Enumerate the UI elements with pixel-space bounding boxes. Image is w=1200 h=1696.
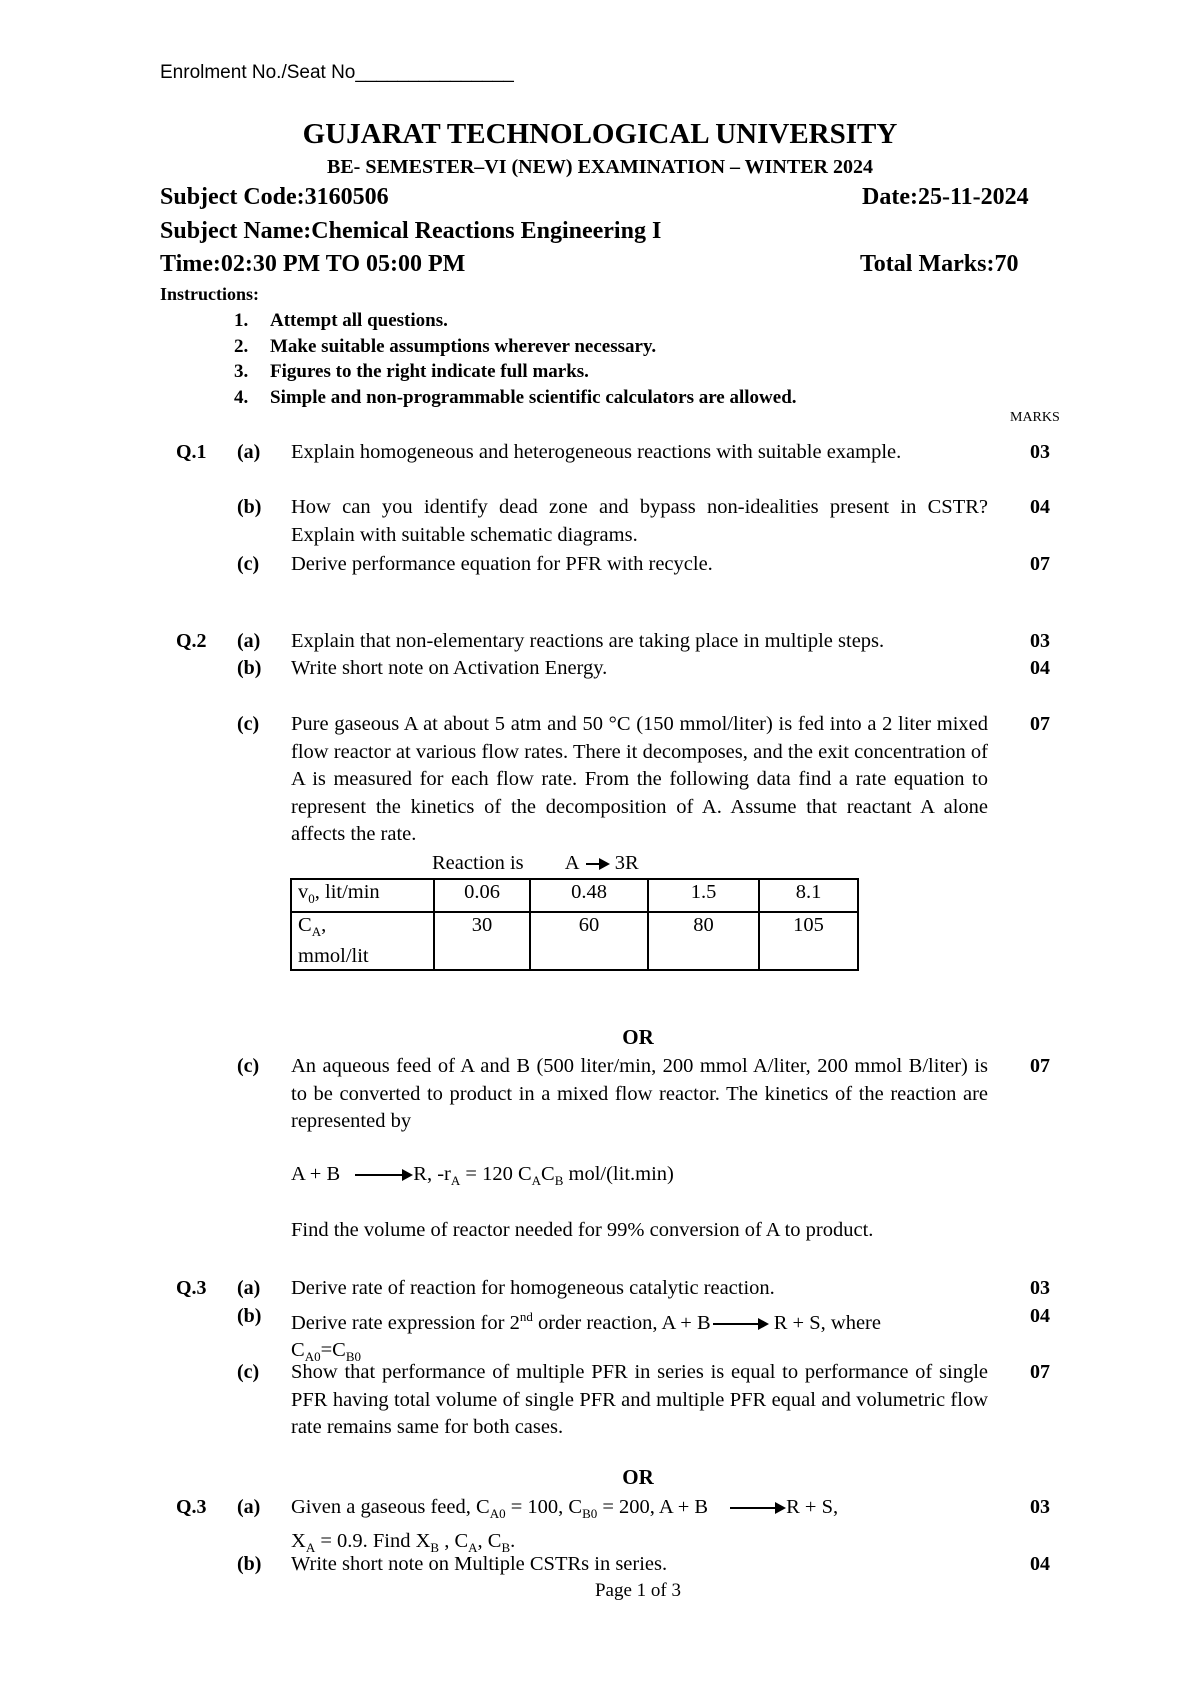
part-label: (a)	[237, 441, 261, 463]
instruction-text: Attempt all questions.	[270, 310, 448, 331]
question-marks: 03	[1030, 1277, 1050, 1299]
question-marks: 04	[1030, 1305, 1050, 1327]
instruction-text: Figures to the right indicate full marks.	[270, 361, 589, 382]
part-label: (b)	[237, 496, 262, 518]
question-text: An aqueous feed of A and B (500 liter/min, 200 mmol A/liter, 200 mmol B/liter) is to be converted to product in a mixed flow reactor. The kinetics of the reaction are represented by	[291, 1055, 988, 1132]
question-text: Write short note on Multiple CSTRs in series.	[291, 1553, 668, 1575]
part-label: (a)	[237, 1496, 261, 1518]
question-marks: 07	[1030, 1055, 1050, 1077]
question-marks: 07	[1030, 713, 1050, 735]
equation-rhs: R, -r	[413, 1163, 451, 1185]
question-text: How can you identify dead zone and bypass non-idealities present in CSTR? Explain with suitable schematic diagrams.	[291, 496, 988, 546]
part-label: (c)	[237, 1055, 260, 1077]
table-cell: 60	[530, 912, 648, 970]
part-label: (b)	[237, 1305, 262, 1327]
table-row-header: $v_0$, lit/min	[291, 879, 434, 912]
question-number: Q.3	[176, 1277, 207, 1299]
question-text: Given a gaseous feed, $C_{A0} = 100$, $C_{B0} = 200$, A + B R + S, $X_A = 0.9$. Find $X_B$ , $C_A$, $C_B$.	[291, 1496, 839, 1555]
part-label: (c)	[237, 553, 260, 575]
exam-title: BE- SEMESTER–VI (NEW) EXAMINATION – WINTER 2024	[327, 156, 873, 178]
exam-date: Date:25-11-2024	[862, 184, 1029, 210]
subject-name: Subject Name:Chemical Reactions Engineering I	[160, 218, 662, 244]
rate-equation: A + B R, $-r_A = 120$ $C_AC_B$ mol/(lit.min)	[291, 1163, 674, 1189]
question-marks: 03	[1030, 630, 1050, 652]
instruction-text: Make suitable assumptions wherever necessary.	[270, 336, 657, 357]
part-label: (a)	[237, 1277, 261, 1299]
reaction-arrow-icon	[730, 1507, 784, 1509]
question-number: Q.1	[176, 441, 207, 463]
reaction-arrow-icon	[713, 1323, 767, 1325]
question-text: Derive performance equation for PFR with recycle.	[291, 553, 713, 575]
question-text: Find the volume of reactor needed for 99% conversion of A to product.	[291, 1219, 874, 1241]
reaction-line	[432, 852, 639, 875]
question-text: Derive rate expression for 2nd order reaction, A + B R + S, where $C_{A0}=C_{B0}$	[291, 1309, 881, 1365]
question-marks: 03	[1030, 1496, 1050, 1518]
instruction-num: 3.	[234, 361, 249, 382]
part-label: (a)	[237, 630, 261, 652]
question-marks: 03	[1030, 441, 1050, 463]
question-number: Q.3	[176, 1496, 207, 1518]
question-marks: 07	[1030, 553, 1050, 575]
question-text: Explain that non-elementary reactions are taking place in multiple steps.	[291, 630, 885, 652]
reaction-prefix: Reaction is	[432, 852, 524, 874]
or-separator: OR	[622, 1465, 654, 1489]
total-marks: Total Marks:70	[860, 251, 1019, 277]
table-cell: 105	[759, 912, 858, 970]
instruction-num: 1.	[234, 310, 249, 331]
question-marks: 04	[1030, 657, 1050, 679]
part-label: (b)	[237, 657, 262, 679]
table-row	[291, 879, 858, 912]
exam-time: Time:02:30 PM TO 05:00 PM	[160, 251, 466, 277]
table-row-header: $C_A$, mmol/lit	[291, 912, 434, 970]
question-text: Write short note on Activation Energy.	[291, 657, 608, 679]
question-text: Explain homogeneous and heterogeneous reactions with suitable example.	[291, 441, 902, 463]
reaction-product: 3R	[614, 852, 639, 874]
page-number: Page 1 of 3	[594, 1580, 681, 1601]
reaction-arrow-icon	[355, 1174, 411, 1176]
question-marks: 04	[1030, 1553, 1050, 1575]
instruction-num: 4.	[234, 387, 249, 408]
table-cell: 8.1	[759, 879, 858, 912]
part-label: (c)	[237, 1361, 260, 1383]
table-row	[291, 912, 858, 970]
part-label: (c)	[237, 713, 260, 735]
instructions-title: Instructions:	[160, 284, 260, 304]
question-text: Show that performance of multiple PFR in series is equal to performance of single PFR having total volume of single PFR and multiple PFR equal and volumetric flow rate remains same for both cases.	[291, 1361, 988, 1438]
question-number: Q.2	[176, 630, 207, 652]
equation-reactants: A + B	[291, 1163, 341, 1185]
part-label: (b)	[237, 1553, 262, 1575]
reaction-arrow-icon	[586, 863, 608, 865]
question-marks: 04	[1030, 496, 1050, 518]
table-cell: 30	[434, 912, 530, 970]
enrolment-line: Enrolment No./Seat No_______________	[160, 62, 514, 83]
question-text: Derive rate of reaction for homogeneous catalytic reaction.	[291, 1277, 775, 1299]
table-cell: 0.48	[530, 879, 648, 912]
instruction-num: 2.	[234, 336, 249, 357]
university-title: GUJARAT TECHNOLOGICAL UNIVERSITY	[302, 118, 898, 150]
reaction-reactant: A	[564, 852, 579, 874]
kinetics-data-table	[290, 878, 859, 971]
table-cell: 1.5	[648, 879, 759, 912]
or-separator: OR	[622, 1025, 654, 1049]
table-cell: 0.06	[434, 879, 530, 912]
instruction-text: Simple and non-programmable scientific calculators are allowed.	[270, 387, 797, 408]
question-text: Pure gaseous A at about 5 atm and 50 °C (150 mmol/liter) is fed into a 2 liter mixed flow reactor at various flow rates. There it decomposes, and the exit concentration of A is measured for each flow rate. From the following data find a rate equation to represent the kinetics of the decomposition of A. Assume that reactant A alone affects the rate.	[291, 713, 988, 845]
question-marks: 07	[1030, 1361, 1050, 1383]
subject-code: Subject Code:3160506	[160, 184, 389, 210]
marks-column-label: MARKS	[1010, 410, 1060, 425]
table-cell: 80	[648, 912, 759, 970]
